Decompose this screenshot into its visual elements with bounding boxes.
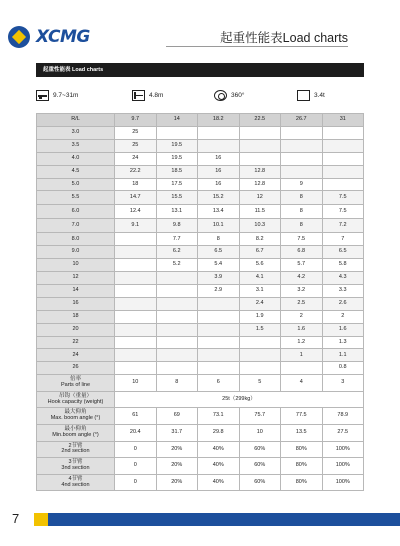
table-cell (281, 127, 323, 140)
label-cn: 2节臂 (68, 442, 83, 449)
table-cell: 6.2 (156, 246, 198, 259)
table-row (37, 336, 364, 349)
spec-value: 4.8m (149, 92, 164, 99)
max-boom-angle-row (37, 408, 364, 425)
table-cell (115, 310, 157, 323)
table-cell: 7.5 (322, 191, 364, 205)
table-cell: 15.2 (198, 191, 240, 205)
hook-capacity-row (37, 391, 364, 408)
label-en: 3nd section (61, 465, 90, 472)
table-cell: 8 (281, 219, 323, 233)
table-cell: 20% (156, 458, 198, 475)
table-cell: 25 (115, 127, 157, 140)
table-cell: 24 (115, 152, 157, 165)
radius-cell: 7.0 (37, 219, 115, 233)
table-cell (198, 323, 240, 336)
table-cell (239, 336, 281, 349)
table-cell: 20% (156, 474, 198, 491)
table-cell: 16 (198, 178, 240, 191)
table-cell (115, 272, 157, 285)
table-cell: 100% (322, 474, 364, 491)
table-cell: 1.3 (322, 336, 364, 349)
table-cell: 8 (198, 233, 240, 246)
table-cell: 19.5 (156, 152, 198, 165)
table-cell: 1 (281, 349, 323, 362)
table-row (37, 259, 364, 272)
table-cell: 3 (322, 375, 364, 392)
title-divider (166, 46, 348, 47)
table-cell: 8 (281, 191, 323, 205)
table-row (37, 219, 364, 233)
table-cell (322, 165, 364, 178)
table-cell: 13.4 (198, 205, 240, 219)
table-row (37, 165, 364, 178)
table-row (37, 205, 364, 219)
table-cell (115, 246, 157, 259)
table-cell: 9 (281, 178, 323, 191)
table-cell: 60% (239, 458, 281, 475)
table-cell (322, 152, 364, 165)
row-label (37, 391, 115, 408)
table-cell: 0.8 (322, 362, 364, 375)
column-header: 26.7 (281, 114, 323, 127)
table-cell (239, 362, 281, 375)
table-cell (281, 362, 323, 375)
table-cell: 40% (198, 458, 240, 475)
table-cell: 15.5 (156, 191, 198, 205)
table-cell (322, 127, 364, 140)
table-cell: 6.5 (198, 246, 240, 259)
table-cell: 12.8 (239, 178, 281, 191)
table-cell: 5.8 (322, 259, 364, 272)
row-label (37, 408, 115, 425)
table-row (37, 297, 364, 310)
table-cell: 7.5 (322, 205, 364, 219)
column-header: R/L (37, 114, 115, 127)
table-cell: 1.1 (322, 349, 364, 362)
table-cell: 1.9 (239, 310, 281, 323)
table-cell: 3.1 (239, 285, 281, 298)
xcmg-logo (8, 26, 90, 48)
table-cell (115, 259, 157, 272)
table-cell (115, 323, 157, 336)
radius-cell: 12 (37, 272, 115, 285)
table-cell: 100% (322, 441, 364, 458)
label-cn: 最大仰角 (64, 409, 87, 416)
table-cell: 10.3 (239, 219, 281, 233)
table-row (37, 178, 364, 191)
table-cell: 0 (115, 474, 157, 491)
table-row (37, 246, 364, 259)
column-header: 31 (322, 114, 364, 127)
table-cell: 7 (322, 233, 364, 246)
table-cell: 25 (115, 139, 157, 152)
table-cell (198, 349, 240, 362)
boom-length-icon (36, 90, 49, 101)
table-cell: 6.7 (239, 246, 281, 259)
radius-cell: 26 (37, 362, 115, 375)
table-cell (115, 233, 157, 246)
table-cell: 80% (281, 441, 323, 458)
table-cell: 8 (156, 375, 198, 392)
table-cell: 10 (239, 425, 281, 442)
table-row (37, 191, 364, 205)
table-cell (281, 165, 323, 178)
table-cell: 40% (198, 441, 240, 458)
radius-cell: 3.5 (37, 139, 115, 152)
table-cell: 4 (281, 375, 323, 392)
table-cell (156, 285, 198, 298)
radius-cell: 20 (37, 323, 115, 336)
table-cell (198, 362, 240, 375)
table-cell: 100% (322, 458, 364, 475)
table-cell: 73.1 (198, 408, 240, 425)
table-cell: 3.3 (322, 285, 364, 298)
table-cell: 7.7 (156, 233, 198, 246)
table-cell (156, 362, 198, 375)
table-cell: 20% (156, 441, 198, 458)
table-cell (198, 297, 240, 310)
radius-cell: 18 (37, 310, 115, 323)
radius-cell: 4.0 (37, 152, 115, 165)
table-cell: 5 (239, 375, 281, 392)
column-header: 14 (156, 114, 198, 127)
table-cell: 4.1 (239, 272, 281, 285)
label-en: 2nd section (61, 448, 90, 455)
table-cell (115, 285, 157, 298)
table-cell: 1.6 (322, 323, 364, 336)
column-header: 9.7 (115, 114, 157, 127)
radius-cell: 6.0 (37, 205, 115, 219)
section-title: 起重性能表 Load charts (36, 63, 364, 77)
row-label (37, 441, 115, 458)
radius-cell: 4.5 (37, 165, 115, 178)
load-chart-table (36, 113, 364, 491)
table-cell: 12.4 (115, 205, 157, 219)
row-label (37, 474, 115, 491)
label-en: Min.boom angle (°) (52, 431, 99, 438)
table-cell: 75.7 (239, 408, 281, 425)
outrigger-span-icon (132, 90, 145, 101)
radius-cell: 3.0 (37, 127, 115, 140)
rotation-icon (214, 90, 227, 101)
table-cell: 10 (115, 375, 157, 392)
table-cell: 12.8 (239, 165, 281, 178)
table-cell: 60% (239, 474, 281, 491)
table-cell: 2.6 (322, 297, 364, 310)
table-cell (239, 349, 281, 362)
table-cell (156, 310, 198, 323)
table-cell: 60% (239, 441, 281, 458)
section-2-row (37, 441, 364, 458)
table-header-row (37, 114, 364, 127)
logo-text: XCMG (36, 27, 90, 47)
table-cell: 5.4 (198, 259, 240, 272)
label-en: 4nd section (61, 481, 90, 488)
radius-cell: 5.5 (37, 191, 115, 205)
table-cell: 80% (281, 474, 323, 491)
section-4-row (37, 474, 364, 491)
table-cell: 22.2 (115, 165, 157, 178)
table-cell (115, 362, 157, 375)
spec-value: 360° (231, 92, 245, 99)
label-cn: 4节臂 (68, 475, 83, 482)
table-cell (115, 297, 157, 310)
table-cell: 7.5 (281, 233, 323, 246)
table-cell: 6.8 (281, 246, 323, 259)
hook-capacity-value: 25t（299kg） (115, 391, 364, 408)
table-cell (322, 139, 364, 152)
table-cell (281, 152, 323, 165)
table-cell (156, 336, 198, 349)
spec-value: 9.7~31m (53, 92, 79, 99)
label-en: Max. boom angle (°) (50, 415, 101, 422)
table-cell (156, 349, 198, 362)
label-en: Parts of line (60, 382, 91, 389)
table-cell: 78.9 (322, 408, 364, 425)
table-cell: 16 (198, 165, 240, 178)
table-cell: 6 (198, 375, 240, 392)
table-cell: 3.9 (198, 272, 240, 285)
table-row (37, 272, 364, 285)
table-row (37, 152, 364, 165)
parts-of-line-row (37, 375, 364, 392)
table-cell: 80% (281, 458, 323, 475)
table-cell: 2 (322, 310, 364, 323)
table-cell (156, 272, 198, 285)
table-cell (239, 139, 281, 152)
label-cn: 吊钩（重量） (58, 392, 92, 399)
column-header: 22.5 (239, 114, 281, 127)
table-row (37, 233, 364, 246)
table-cell: 18.5 (156, 165, 198, 178)
table-cell (322, 178, 364, 191)
table-cell: 8.2 (239, 233, 281, 246)
table-cell: 69 (156, 408, 198, 425)
table-cell: 27.5 (322, 425, 364, 442)
spec-rotation (214, 90, 244, 101)
table-cell: 9.1 (115, 219, 157, 233)
table-cell: 19.5 (156, 139, 198, 152)
table-cell (198, 336, 240, 349)
table-cell: 5.7 (281, 259, 323, 272)
label-cn: 最小仰角 (64, 426, 87, 433)
table-cell: 13.1 (156, 205, 198, 219)
table-cell: 77.5 (281, 408, 323, 425)
radius-cell: 10 (37, 259, 115, 272)
table-cell: 10.1 (198, 219, 240, 233)
table-cell (281, 139, 323, 152)
table-cell: 5.2 (156, 259, 198, 272)
table-row (37, 349, 364, 362)
page-title: 起重性能表Load charts (220, 31, 348, 45)
radius-cell: 8.0 (37, 233, 115, 246)
table-row (37, 323, 364, 336)
table-cell: 2.5 (281, 297, 323, 310)
table-cell (239, 127, 281, 140)
radius-cell: 14 (37, 285, 115, 298)
label-cn: 倍率 (69, 376, 81, 383)
page-number: 7 (12, 511, 20, 526)
footer-color-bar (34, 513, 400, 526)
table-cell: 18 (115, 178, 157, 191)
row-label (37, 425, 115, 442)
spec-counterweight (297, 90, 325, 101)
table-cell: 11.5 (239, 205, 281, 219)
table-cell: 40% (198, 474, 240, 491)
table-row (37, 362, 364, 375)
table-cell (198, 127, 240, 140)
table-row (37, 127, 364, 140)
row-label (37, 458, 115, 475)
label-cn: 3节臂 (68, 459, 83, 466)
table-cell (198, 310, 240, 323)
load-rows (37, 127, 364, 375)
table-cell: 4.3 (322, 272, 364, 285)
table-cell: 3.2 (281, 285, 323, 298)
table-cell: 2 (281, 310, 323, 323)
counterweight-icon (297, 90, 310, 101)
table-cell: 2.9 (198, 285, 240, 298)
table-cell (156, 127, 198, 140)
table-cell: 1.2 (281, 336, 323, 349)
table-cell: 1.6 (281, 323, 323, 336)
spec-value: 3.4t (314, 92, 325, 99)
radius-cell: 22 (37, 336, 115, 349)
table-cell: 61 (115, 408, 157, 425)
table-row (37, 310, 364, 323)
table-cell: 6.5 (322, 246, 364, 259)
table-cell: 2.4 (239, 297, 281, 310)
boom-info-rows (37, 375, 364, 491)
footer-blue-stripe (48, 513, 400, 526)
table-cell: 5.6 (239, 259, 281, 272)
table-row (37, 285, 364, 298)
table-cell: 9.8 (156, 219, 198, 233)
footer-yellow-stripe (34, 513, 48, 526)
table-cell: 8 (281, 205, 323, 219)
radius-cell: 16 (37, 297, 115, 310)
spec-outrigger-span (132, 90, 163, 101)
table-cell (156, 297, 198, 310)
table-cell (156, 323, 198, 336)
radius-cell: 5.0 (37, 178, 115, 191)
table-cell: 0 (115, 458, 157, 475)
table-cell: 7.2 (322, 219, 364, 233)
table-cell: 20.4 (115, 425, 157, 442)
label-en: Hook capacity (weight) (47, 398, 104, 405)
table-cell: 13.5 (281, 425, 323, 442)
table-cell: 29.8 (198, 425, 240, 442)
xcmg-emblem-icon (8, 26, 30, 48)
table-cell: 17.5 (156, 178, 198, 191)
table-cell: 12 (239, 191, 281, 205)
column-header: 18.2 (198, 114, 240, 127)
table-cell: 0 (115, 441, 157, 458)
table-cell: 16 (198, 152, 240, 165)
table-cell (239, 152, 281, 165)
radius-cell: 9.0 (37, 246, 115, 259)
table-cell: 4.2 (281, 272, 323, 285)
table-row (37, 139, 364, 152)
table-cell: 14.7 (115, 191, 157, 205)
table-cell: 1.5 (239, 323, 281, 336)
min-boom-angle-row (37, 425, 364, 442)
table-cell (115, 336, 157, 349)
row-label (37, 375, 115, 392)
spec-boom-length (36, 90, 78, 101)
section-3-row (37, 458, 364, 475)
table-cell (115, 349, 157, 362)
radius-cell: 24 (37, 349, 115, 362)
table-cell: 31.7 (156, 425, 198, 442)
table-cell (198, 139, 240, 152)
